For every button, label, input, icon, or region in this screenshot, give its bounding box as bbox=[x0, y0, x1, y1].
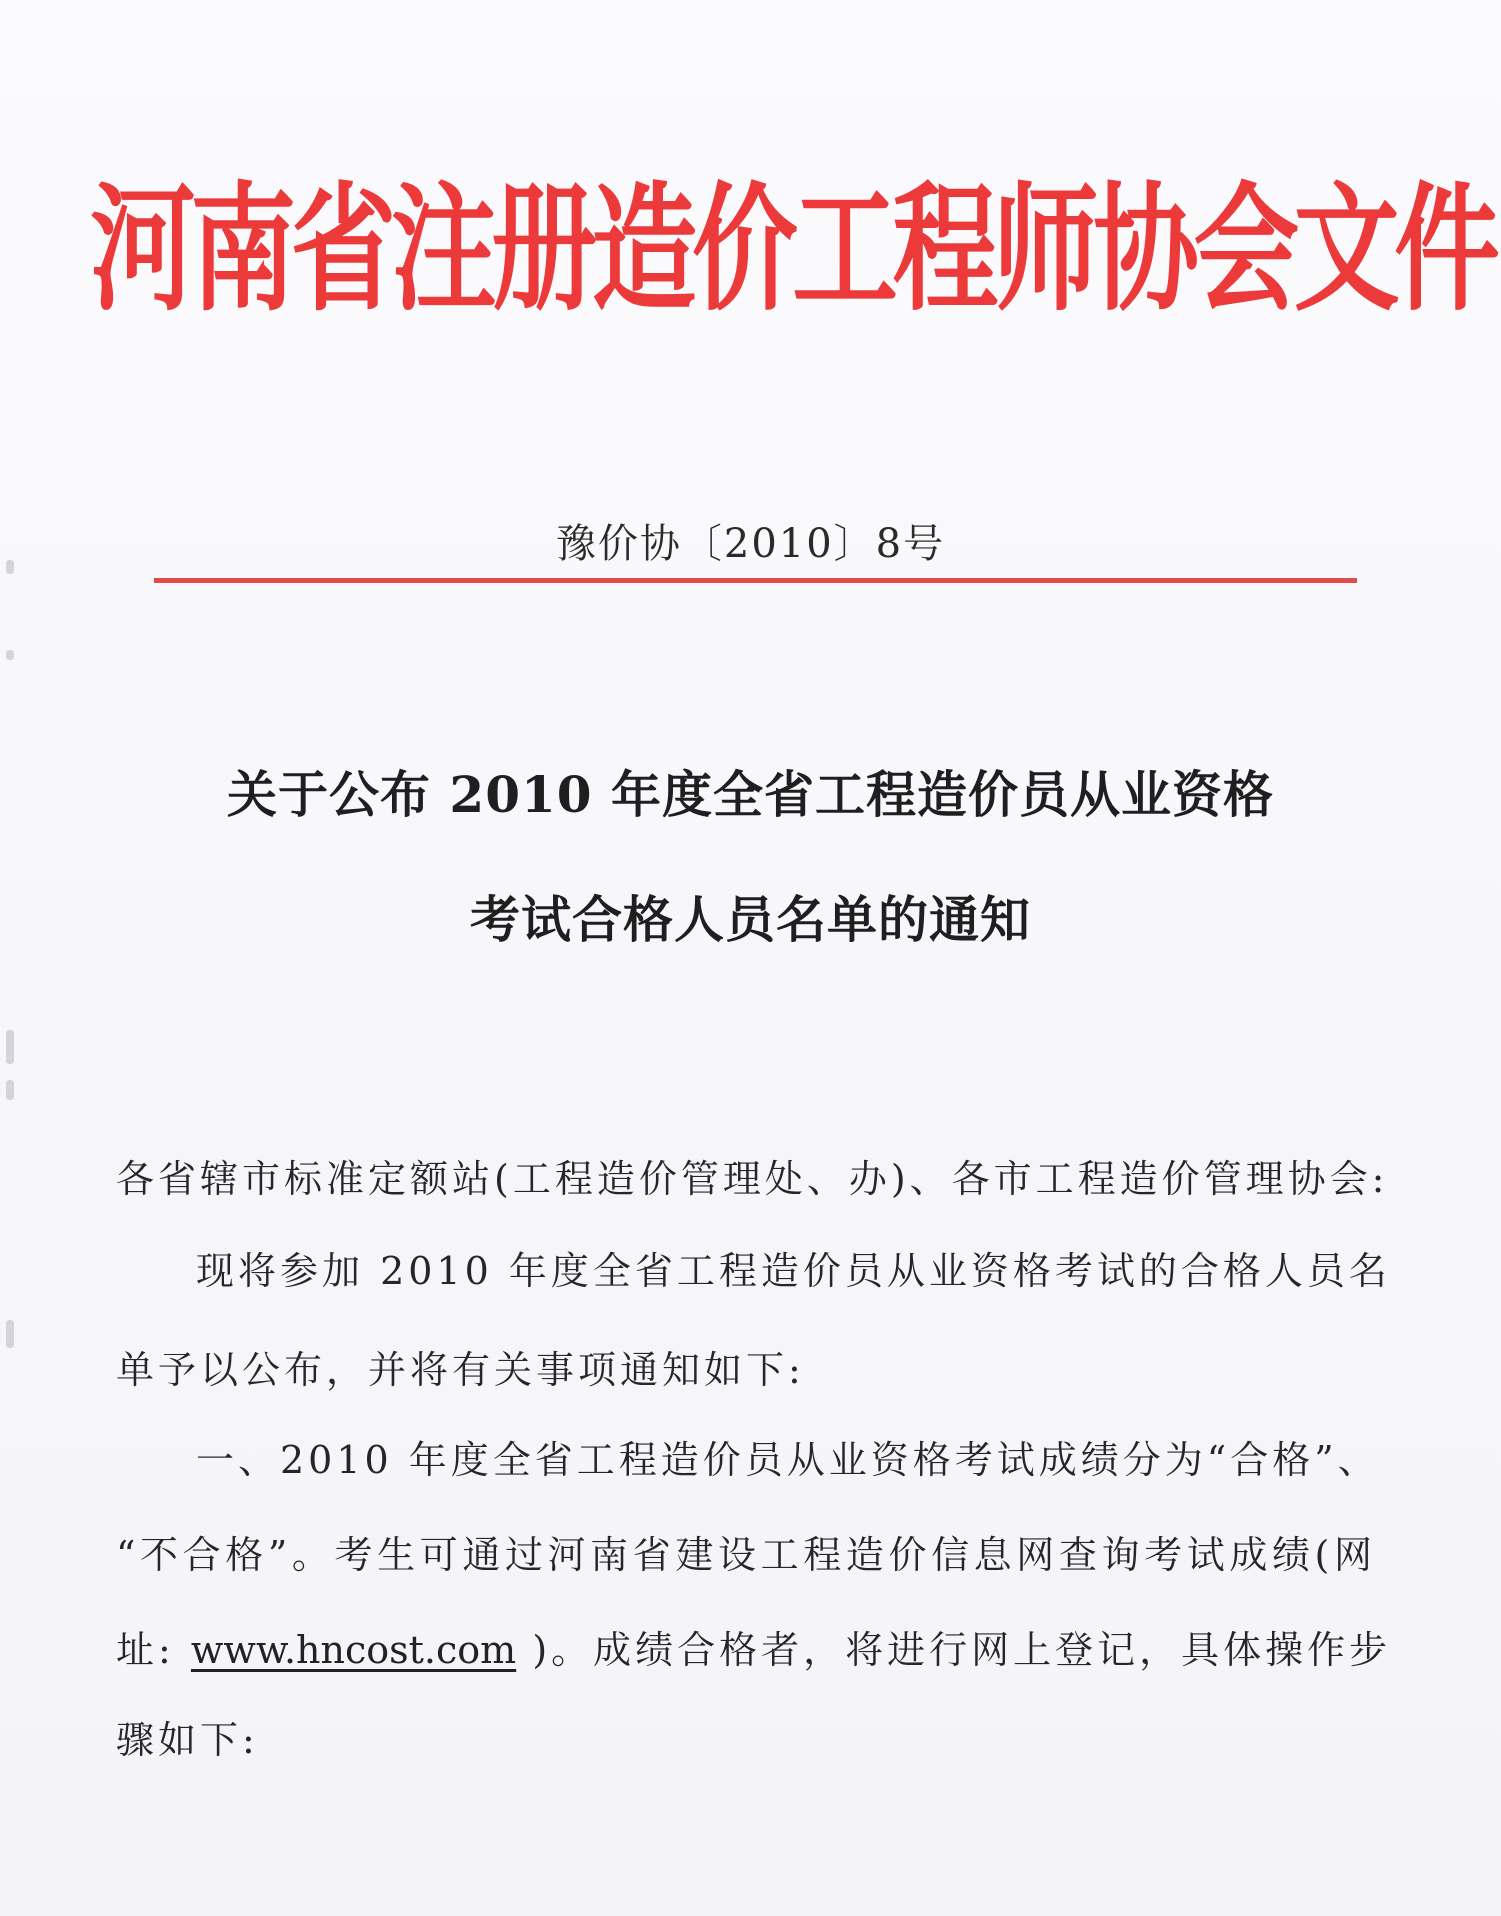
url-suffix-text: )。成绩合格者，将进行网上登记，具体操作步 bbox=[532, 1628, 1392, 1672]
item-1-line-3 bbox=[116, 1622, 1392, 1678]
item-1-line-2: “不合格”。考生可通过河南省建设工程造价信息网查询考试成绩(网 bbox=[116, 1533, 1376, 1577]
item-1-line-1: 一、2010 年度全省工程造价员从业资格考试成绩分为“合格”、 bbox=[196, 1438, 1380, 1482]
addressee-line: 各省辖市标准定额站(工程造价管理处、办)、各市工程造价管理协会: bbox=[116, 1157, 1389, 1201]
header-divider-rule bbox=[154, 578, 1357, 583]
paragraph-1-line-1: 现将参加 2010 年度全省工程造价员从业资格考试的合格人员名 bbox=[196, 1249, 1391, 1293]
scan-edge-marks bbox=[0, 560, 22, 1400]
hncost-website-link[interactable]: www.hncost.com bbox=[190, 1628, 517, 1672]
notice-title-line-2: 考试合格人员名单的通知 bbox=[470, 890, 1031, 949]
url-prefix-label: 址: bbox=[116, 1628, 175, 1672]
item-1-line-4: 骤如下: bbox=[116, 1718, 259, 1762]
document-number: 豫价协〔2010〕8号 bbox=[555, 521, 946, 567]
paragraph-1-line-2: 单予以公布，并将有关事项通知如下: bbox=[116, 1348, 805, 1392]
notice-title-line-1: 关于公布 2010 年度全省工程造价员从业资格 bbox=[227, 765, 1274, 824]
issuer-header-title: 河南省注册造价工程师协会文件 bbox=[90, 168, 1495, 331]
